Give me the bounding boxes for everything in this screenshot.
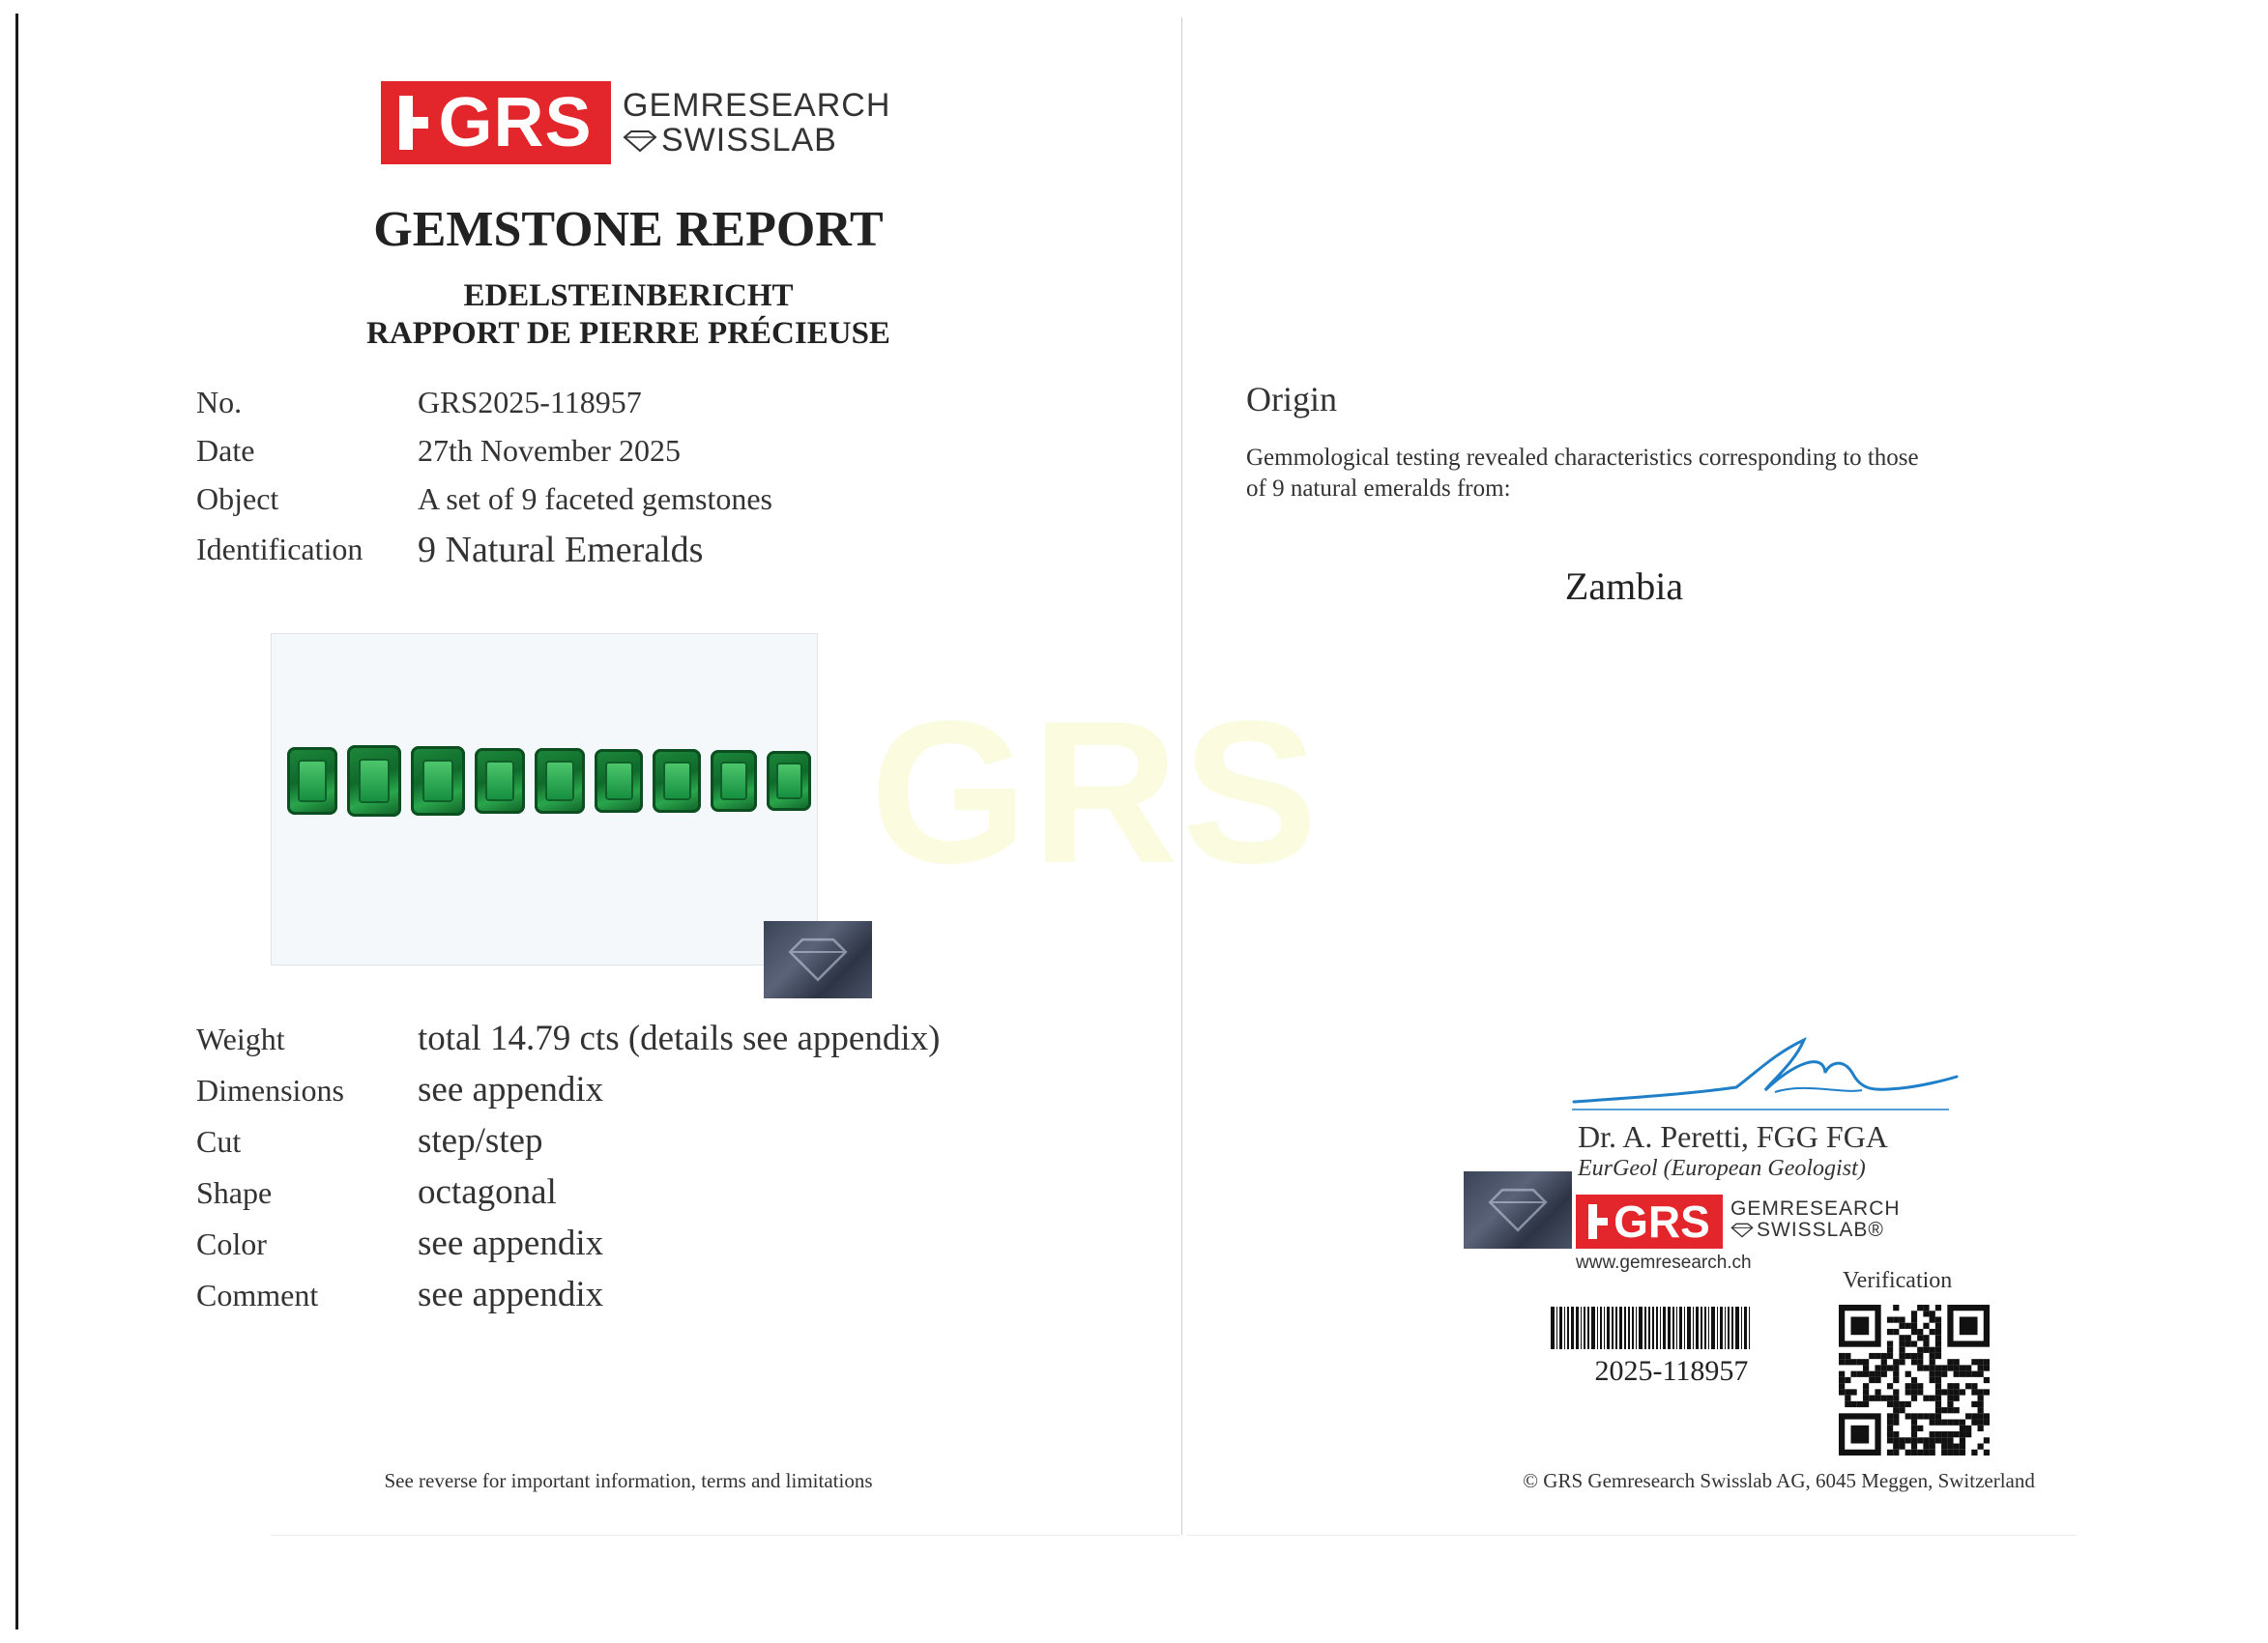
detail-value-shape: octagonal xyxy=(418,1172,557,1212)
detail-label-color: Color xyxy=(196,1226,267,1261)
info-label-number: No. xyxy=(196,385,243,419)
grs-logo-header xyxy=(381,81,891,164)
emerald-gem xyxy=(475,748,525,814)
copyright-text: © GRS Gemresearch Swisslab AG, 6045 Meggen, Switzerland xyxy=(1523,1469,2035,1492)
grs-watermark: GRS xyxy=(870,678,1323,906)
barcode xyxy=(1551,1307,1752,1349)
emerald-gem xyxy=(711,750,757,812)
verification-label: Verification xyxy=(1843,1268,1953,1293)
detail-label-weight: Weight xyxy=(196,1022,285,1056)
verification-qr-code[interactable] xyxy=(1839,1305,1990,1456)
emerald-gem xyxy=(595,749,643,813)
emerald-gem xyxy=(653,749,701,813)
report-title: GEMSTONE REPORT xyxy=(373,202,884,257)
detail-label-cut: Cut xyxy=(196,1124,242,1159)
logo-line-swisslab-small: SWISSLAB® xyxy=(1757,1219,1884,1242)
signatory-title: EurGeol (European Geologist) xyxy=(1578,1156,1866,1181)
footer-rule-left xyxy=(271,1535,1179,1536)
emerald-gem xyxy=(287,747,337,815)
website-url: www.gemresearch.ch xyxy=(1576,1253,1752,1273)
origin-text xyxy=(1246,443,1919,504)
detail-value-cut: step/step xyxy=(418,1121,543,1161)
logo-line-gemresearch-small: GEMRESEARCH xyxy=(1730,1197,1901,1220)
hologram-seal-signature xyxy=(1464,1171,1572,1249)
info-value-identification: 9 Natural Emeralds xyxy=(418,530,704,570)
grs-logo-text: GRS xyxy=(438,84,593,161)
signatory-name: Dr. A. Peretti, FGG FGA xyxy=(1578,1119,1888,1154)
emerald-gem xyxy=(411,746,465,816)
grs-logo-mark-small xyxy=(1576,1195,1723,1249)
detail-value-weight: total 14.79 cts (details see appendix) xyxy=(418,1019,941,1058)
barcode-number: 2025-118957 xyxy=(1594,1355,1749,1387)
origin-heading: Origin xyxy=(1246,380,1337,418)
detail-value-dimensions: see appendix xyxy=(418,1070,604,1110)
grs-logo-small xyxy=(1576,1195,1924,1249)
detail-label-shape: Shape xyxy=(196,1175,273,1210)
info-label-date: Date xyxy=(196,433,255,468)
info-value-object: A set of 9 faceted gemstones xyxy=(418,481,772,516)
logo-line-gemresearch: GEMRESEARCH xyxy=(623,87,891,124)
signature-image xyxy=(1572,1034,1959,1111)
hologram-seal-photo xyxy=(764,921,872,998)
logo-wordmark-small xyxy=(1730,1198,1901,1241)
reverse-note: See reverse for important information, terms and limitations xyxy=(384,1469,873,1492)
hologram-diamond-icon xyxy=(785,937,850,983)
diamond-icon xyxy=(623,130,657,153)
footer-rule-right xyxy=(1187,1535,2077,1536)
logo-line-swisslab-row xyxy=(623,121,890,159)
origin-text-line-2: of 9 natural emeralds from: xyxy=(1246,476,1511,502)
origin-country: Zambia xyxy=(1564,564,1684,608)
report-subtitle-french: RAPPORT DE PIERRE PRÉCIEUSE xyxy=(366,316,890,351)
detail-value-color: see appendix xyxy=(418,1224,604,1263)
logo-wordmark xyxy=(623,89,890,158)
info-label-object: Object xyxy=(196,481,279,516)
diamond-icon xyxy=(1730,1223,1754,1238)
gemstone-photo xyxy=(271,633,818,966)
info-value-date: 27th November 2025 xyxy=(418,433,681,468)
info-label-identification: Identification xyxy=(196,532,363,566)
emerald-gem xyxy=(535,748,585,814)
detail-label-comment: Comment xyxy=(196,1278,319,1312)
logo-line-swisslab-row-small xyxy=(1730,1220,1901,1241)
detail-value-comment: see appendix xyxy=(418,1275,604,1314)
swiss-cross-icon xyxy=(399,96,428,150)
report-subtitle-german: EDELSTEINBERICHT xyxy=(463,278,794,313)
emerald-gem xyxy=(347,745,401,817)
swiss-cross-icon xyxy=(1588,1204,1608,1239)
detail-label-dimensions: Dimensions xyxy=(196,1073,344,1108)
info-value-number: GRS2025-118957 xyxy=(418,385,642,419)
page-left-border xyxy=(15,14,18,1629)
grs-logo-text-small: GRS xyxy=(1614,1196,1710,1247)
grs-logo-mark xyxy=(381,81,611,164)
hologram-diamond-icon xyxy=(1485,1187,1550,1233)
emerald-gem xyxy=(767,751,811,811)
logo-line-swisslab: SWISSLAB xyxy=(661,121,837,159)
origin-text-line-1: Gemmological testing revealed characteristics corresponding to those xyxy=(1246,445,1919,471)
